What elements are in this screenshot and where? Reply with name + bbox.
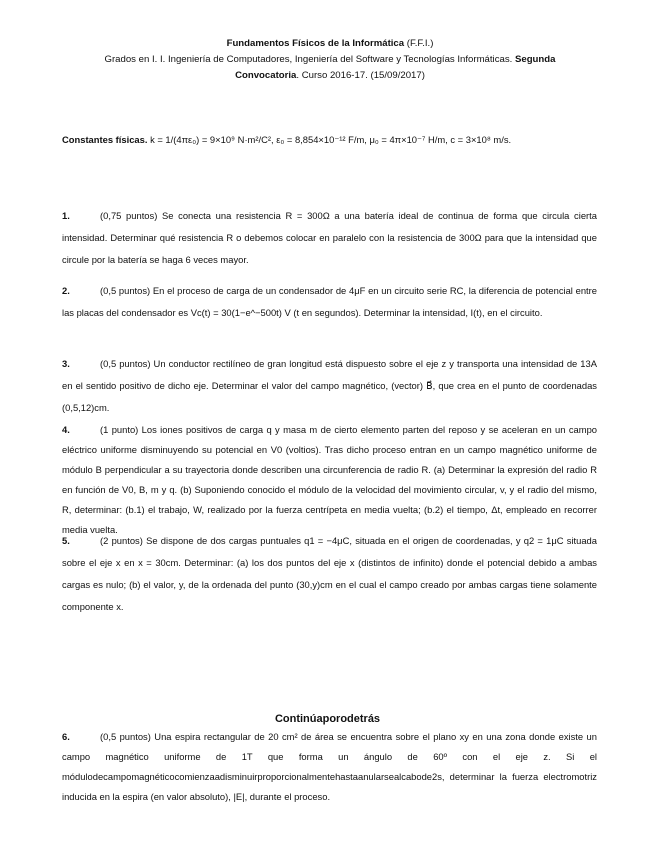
question-3 xyxy=(62,353,597,419)
course-year: . Curso 2016-17. (15/09/2017) xyxy=(296,70,425,81)
exam-header xyxy=(60,36,600,84)
continue-on-back-label: Continúaporodetrás xyxy=(274,713,381,725)
convocatoria-line xyxy=(60,68,600,84)
question-text: (1 punto) Los iones positivos de carga q y masa m de cierto elemento parten del reposo y se aceleran en un campo eléctrico uniforme disminuyendo su potencial en V0 (voltios). Tras dicho proceso entran en un campo magnético uniforme de módulo B perpendicular a su trayectoria donde describen una circunferencia de radio R. (a) Determinar la expresión del radio R en función de V0, B, m y q. (b) Suponiendo conocido el módulo de la velocidad del movimiento circular, v, y el radio del mismo, R, determinar: (b.1) el trabajo, W, realizado por la fuerza centrípeta en media vuelta; (b.2) el tiempo, Δt, empleado en recorrer media vuelta. xyxy=(62,424,597,535)
question-number: 2. xyxy=(62,285,70,296)
constants-label: Constantes físicas. xyxy=(62,134,148,145)
convocatoria-part1: Segunda xyxy=(512,54,556,65)
degrees-text: Grados en I. I. Ingeniería de Computadores, Ingeniería del Software y Tecnologías Informáticas. xyxy=(104,54,513,65)
course-abbrev: (F.F.I.) xyxy=(404,38,434,49)
question-number: 1. xyxy=(62,210,70,221)
question-number: 6. xyxy=(62,731,70,742)
physical-constants xyxy=(62,134,602,146)
question-1 xyxy=(62,205,597,271)
question-text: (0,5 puntos) En el proceso de carga de un condensador de 4μF en un circuito serie RC, la diferencia de potencial entre las placas del condensador es Vc(t) = 30(1−e^−500t) V (t en segundos). Determinar la intensidad, I(t), en el circuito. xyxy=(62,285,597,318)
question-6 xyxy=(62,727,597,807)
question-number: 3. xyxy=(62,358,70,369)
question-text: (0,5 puntos) Un conductor rectilíneo de gran longitud está dispuesto sobre el eje z y transporta una intensidad de 13A en el sentido positivo de dicho eje. Determinar el valor del campo magnético, (vector) B⃗, que crea en el punto de coordenadas (0,5,12)cm. xyxy=(62,358,597,413)
convocatoria-part2: Convocatoria xyxy=(235,70,297,81)
degrees-line xyxy=(60,52,600,68)
question-number: 5. xyxy=(62,535,70,546)
question-text: (0,5 puntos) Una espira rectangular de 20 cm² de área se encuentra sobre el plano xy en una zona donde existe un campo magnético uniforme de 1T que forma un ángulo de 60º con el eje z. Si el módulodecampomagnéticocomienzaadisminuirproporcionalmentehastaanularsealcabode2s, determinar la fuerza electromotriz inducida en la espira (en valor absoluto), |E|, durante el proceso. xyxy=(62,731,597,802)
question-5 xyxy=(62,530,597,618)
constants-text: k = 1/(4πε₀) = 9×10⁹ N·m²/C², ε₀ = 8,854×10⁻¹² F/m, μ₀ = 4π×10⁻⁷ H/m, c = 3×10⁸ m/s. xyxy=(150,134,512,145)
question-text: (0,75 puntos) Se conecta una resistencia R = 300Ω a una batería ideal de continua de forma que circula cierta intensidad. Determinar qué resistencia R o debemos colocar en paralelo con la resistencia de 300Ω para que la intensidad que circule por la batería se haga 6 veces mayor. xyxy=(62,210,597,265)
course-title-line xyxy=(60,36,600,52)
question-text: (2 puntos) Se dispone de dos cargas puntuales q1 = −4μC, situada en el origen de coordenadas, y q2 = 1μC situada sobre el eje x en x = 30cm. Determinar: (a) los dos puntos del eje x (distintos de infinito) donde el potencial debido a ambas cargas es nulo; (b) el valor, y, de la ordenada del punto (30,y)cm en el cual el campo creado por ambas cargas tiene solamente componente x. xyxy=(62,535,597,612)
question-number: 4. xyxy=(62,424,70,435)
question-2 xyxy=(62,280,597,324)
course-title: Fundamentos Físicos de la Informática xyxy=(226,38,405,49)
question-4 xyxy=(62,420,597,540)
